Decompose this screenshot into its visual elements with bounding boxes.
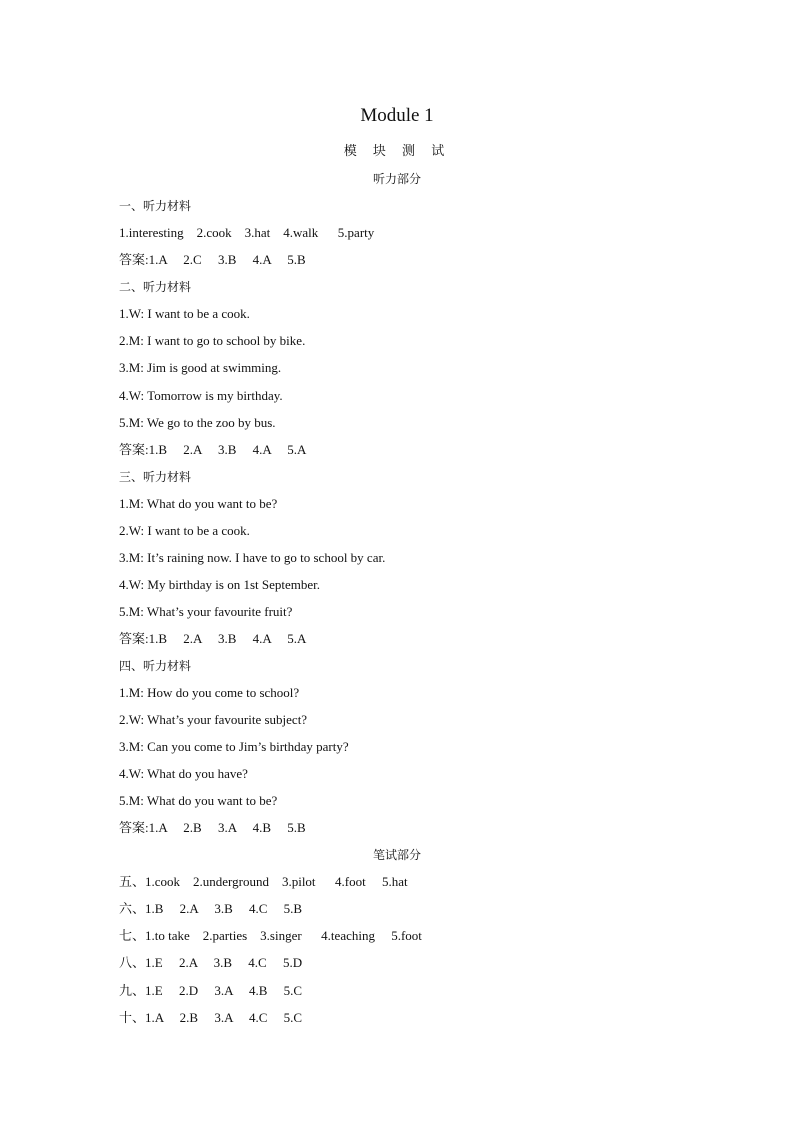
part1-answers: 答案:1.A 2.C 3.B 4.A 5.B [119, 252, 306, 267]
part3-label: 三、听力材料 [119, 470, 192, 484]
part4-label: 四、听力材料 [119, 659, 192, 673]
part1-words: 1.interesting 2.cook 3.hat 4.walk 5.party [119, 225, 375, 240]
part2-line: 1.W: I want to be a cook. [119, 306, 250, 321]
part2-line: 4.W: Tomorrow is my birthday. [119, 388, 283, 403]
written-answer-line: 十、1.A 2.B 3.A 4.C 5.C [119, 1010, 303, 1025]
part2-line: 3.M: Jim is good at swimming. [119, 360, 282, 375]
part3-line: 5.M: What’s your favourite fruit? [119, 604, 293, 619]
part3-line: 2.W: I want to be a cook. [119, 523, 250, 538]
page-subtitle: 模 块 测 试 [343, 144, 451, 159]
part3-line: 3.M: It’s raining now. I have to go to school by car. [119, 550, 386, 565]
part3-answers: 答案:1.B 2.A 3.B 4.A 5.A [119, 631, 307, 646]
part2-line: 5.M: We go to the zoo by bus. [119, 415, 276, 430]
part3-line: 4.W: My birthday is on 1st September. [119, 577, 320, 592]
part4-line: 4.W: What do you have? [119, 766, 248, 781]
part2-label: 二、听力材料 [119, 280, 192, 294]
part4-line: 2.W: What’s your favourite subject? [119, 712, 308, 727]
written-answer-line: 五、1.cook 2.underground 3.pilot 4.foot 5.hat [119, 874, 408, 889]
part4-line: 3.M: Can you come to Jim’s birthday party? [119, 739, 349, 754]
part2-line: 2.M: I want to go to school by bike. [119, 333, 306, 348]
written-answer-line: 六、1.B 2.A 3.B 4.C 5.B [119, 901, 303, 916]
part4-line: 1.M: How do you come to school? [119, 685, 300, 700]
part3-line: 1.M: What do you want to be? [119, 496, 278, 511]
part2-answers: 答案:1.B 2.A 3.B 4.A 5.A [119, 442, 307, 457]
written-answer-line: 八、1.E 2.A 3.B 4.C 5.D [119, 955, 303, 970]
part1-label: 一、听力材料 [119, 199, 192, 213]
listening-heading: 听力部分 [372, 172, 421, 186]
page-title: Module 1 [360, 105, 434, 126]
written-heading: 笔试部分 [372, 848, 421, 862]
written-answer-line: 七、1.to take 2.parties 3.singer 4.teaching 5.foot [119, 928, 422, 943]
part4-line: 5.M: What do you want to be? [119, 793, 278, 808]
part4-answers: 答案:1.A 2.B 3.A 4.B 5.B [119, 820, 306, 835]
written-answer-line: 九、1.E 2.D 3.A 4.B 5.C [119, 983, 303, 998]
